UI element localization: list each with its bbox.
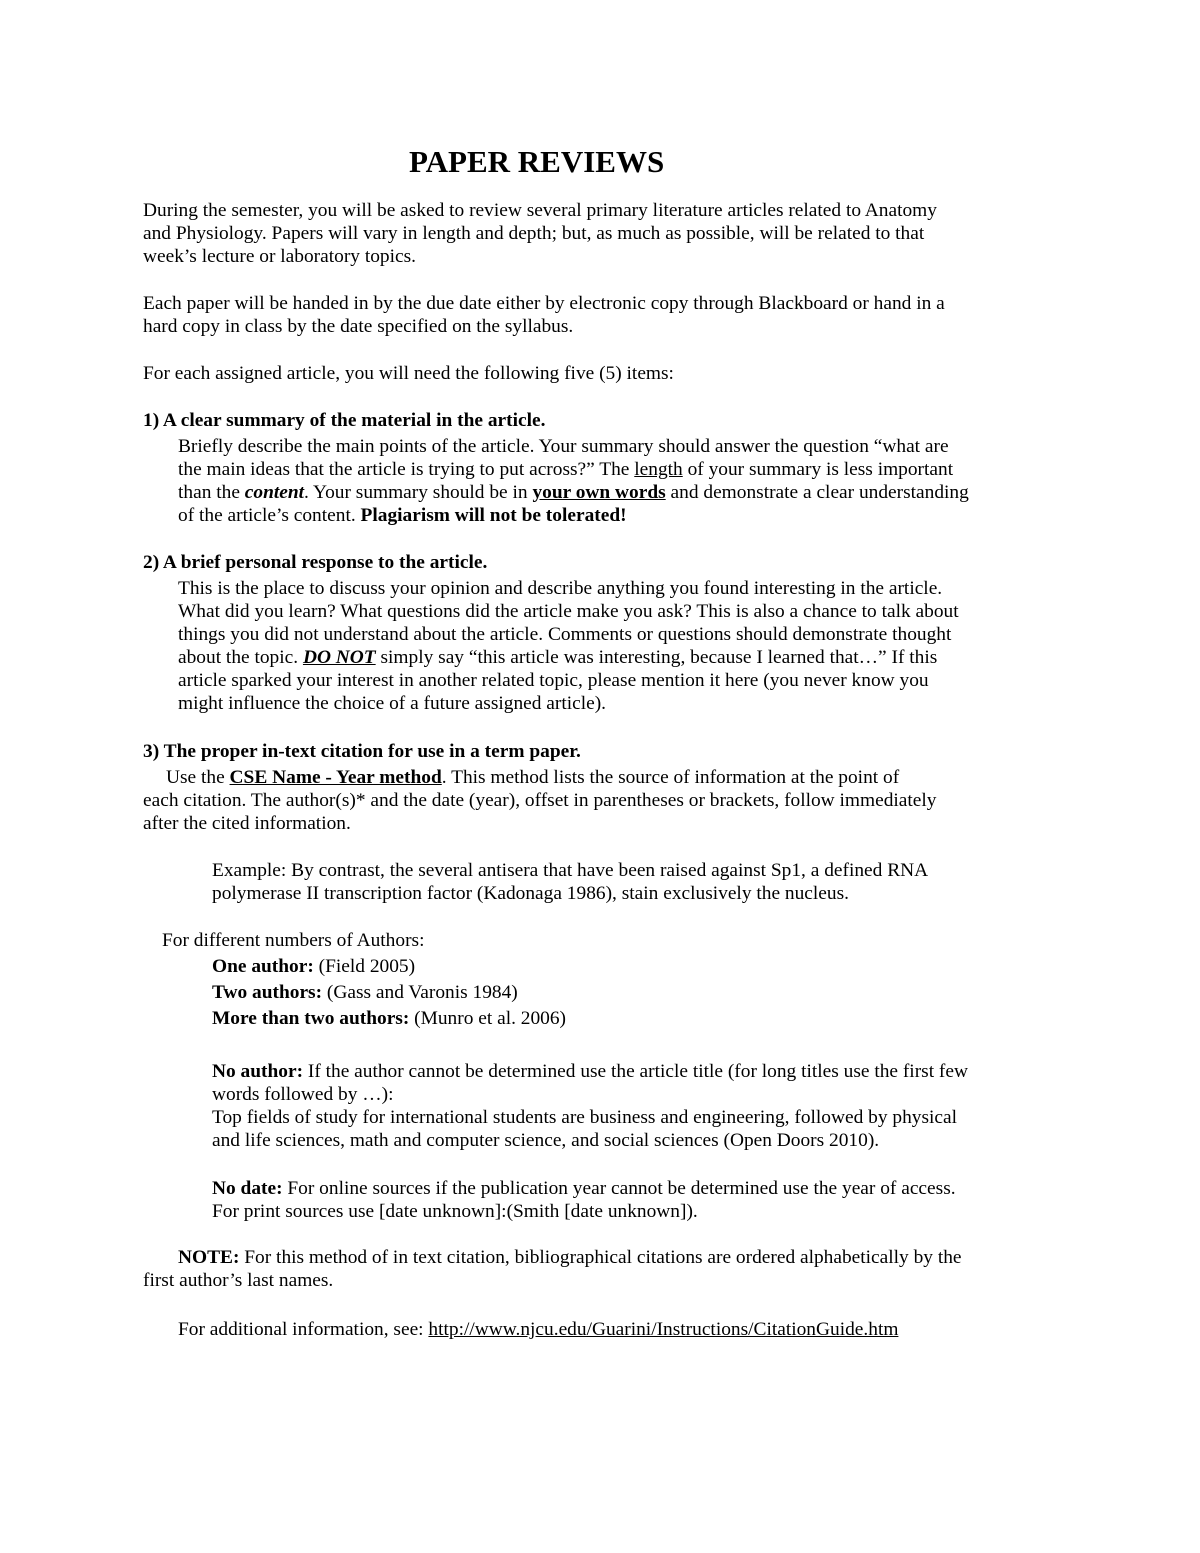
section-2-line-4: about the topic. DO NOT simply say “this article was interesting, because I learned that…” If this (178, 647, 938, 668)
emphasis-own-words: your own words (532, 482, 666, 503)
section-3-line-3: after the cited information. (143, 813, 351, 834)
note-line-2: first author’s last names. (143, 1270, 334, 1291)
emphasis-length: length (634, 459, 683, 480)
no-author-line-1: No author: If the author cannot be determined use the article title (for long titles use the first few (212, 1061, 969, 1082)
section-1-line-4: of the article’s content. Plagiarism will not be tolerated! (178, 505, 627, 526)
intro-line-3: week’s lecture or laboratory topics. (143, 246, 416, 267)
one-author-example: One author: (Field 2005) (212, 956, 416, 977)
no-author-line-2: words followed by …): (212, 1084, 394, 1105)
emphasis-content: content (244, 482, 305, 503)
two-authors-example: Two authors: (Gass and Varonis 1984) (212, 982, 518, 1003)
section-1-line-2: the main ideas that the article is trying to put across?” The length of your summary is less important (178, 459, 954, 480)
no-date-line-2: For print sources use [date unknown]:(Smith [date unknown]). (212, 1201, 698, 1222)
no-author-line-4: and life sciences, math and computer science, and social sciences (Open Doors 2010). (212, 1130, 880, 1151)
emphasis-do-not: DO NOT (302, 647, 376, 668)
section-2-line-1: This is the place to discuss your opinion and describe anything you found interesting in the article. (178, 578, 943, 599)
more-authors-example: More than two authors: (Munro et al. 2006) (212, 1008, 567, 1029)
section-2-heading: 2) A brief personal response to the article. (143, 552, 488, 573)
section-2-line-2: What did you learn? What questions did the article make you ask? This is also a chance to talk about (178, 601, 959, 622)
emphasis-cse-method: CSE Name - Year method (229, 767, 442, 788)
section-3-line-1: Use the CSE Name - Year method. This method lists the source of information at the point of (166, 767, 900, 788)
additional-info: For additional information, see: http://www.njcu.edu/Guarini/Instructions/CitationGuide.htm (178, 1319, 899, 1340)
no-date-line-1: No date: For online sources if the publication year cannot be determined use the year of access. (212, 1178, 956, 1199)
citation-guide-link[interactable]: http://www.njcu.edu/Guarini/Instructions/CitationGuide.htm (428, 1319, 899, 1340)
section-1-heading: 1) A clear summary of the material in the article. (143, 410, 546, 431)
submission-line-1: Each paper will be handed in by the due date either by electronic copy through Blackboard or hand in a (143, 293, 945, 314)
authors-intro: For different numbers of Authors: (162, 930, 425, 951)
section-3-line-2: each citation. The author(s)* and the date (year), offset in parentheses or brackets, follow immediately (143, 790, 937, 811)
no-author-line-3: Top fields of study for international students are business and engineering, followed by physical (212, 1107, 958, 1128)
intro-line-1: During the semester, you will be asked to review several primary literature articles related to Anatomy (143, 200, 937, 221)
example-line-2: polymerase II transcription factor (Kadonaga 1986), stain exclusively the nucleus. (212, 883, 849, 904)
section-2-line-6: might influence the choice of a future assigned article). (178, 693, 607, 714)
example-line-1: Example: By contrast, the several antisera that have been raised against Sp1, a defined RNA (212, 860, 929, 881)
intro-line-2: and Physiology. Papers will vary in length and depth; but, as much as possible, will be related to that (143, 223, 925, 244)
section-2-line-5: article sparked your interest in another related topic, please mention it here (you never know you (178, 670, 929, 691)
page-title: PAPER REVIEWS (409, 144, 665, 179)
submission-line-2: hard copy in class by the date specified on the syllabus. (143, 316, 574, 337)
section-3-heading: 3) The proper in-text citation for use in a term paper. (143, 741, 581, 762)
items-intro: For each assigned article, you will need the following five (5) items: (143, 363, 674, 384)
plagiarism-warning: Plagiarism will not be tolerated! (360, 505, 627, 526)
section-2-line-3: things you did not understand about the article. Comments or questions should demonstrate thought (178, 624, 952, 645)
note-line-1: NOTE: For this method of in text citation, bibliographical citations are ordered alphabetically by the (178, 1247, 962, 1268)
section-1-line-1: Briefly describe the main points of the article. Your summary should answer the question “what are (178, 436, 949, 457)
section-1-line-3: than the content. Your summary should be in your own words and demonstrate a clear understanding (178, 482, 969, 503)
